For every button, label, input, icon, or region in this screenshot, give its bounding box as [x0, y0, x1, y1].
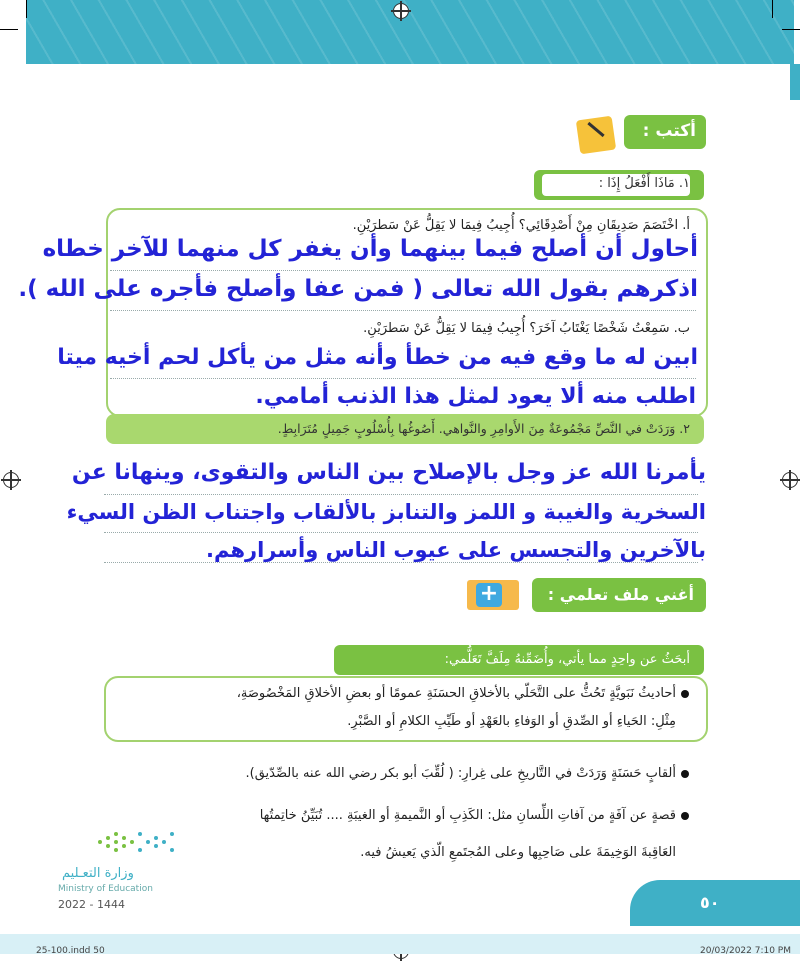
ministry-name-ar: وزارة التعـليم: [62, 866, 134, 881]
registration-mark-icon: [393, 3, 409, 19]
research-item-3-line2: العَاقِبةَ الوَخِيمَةَ على صَاحِبِها وعلى المُجتَمعِ الّذي يَعيشُ فيه.: [360, 845, 676, 860]
research-item-1-line2: مِثْلِ: الحَياءِ أو الصِّدقِ أو الوَفاءِ بالعَهْدِ أو طَيِّبِ الكلامِ أو الصَّبْرِ.: [347, 714, 676, 729]
write-section-header: [624, 115, 706, 149]
answer-line-dotted: [110, 270, 696, 271]
slug-file: 25-100.indd 50: [36, 946, 105, 956]
question-2-header: [106, 414, 704, 444]
bullet-icon: [681, 770, 689, 778]
answer-line-dotted: [104, 562, 698, 563]
write-label: أكتب :: [642, 121, 696, 141]
answer-1b-line2[interactable]: اطلب منه ألا يعود لمثل هذا الذنب أمامي.: [255, 384, 696, 409]
answer-line-dotted: [110, 310, 696, 311]
answer-line-dotted: [104, 532, 698, 533]
question-1b: ب. سَمِعْتُ شَخْصًا يَغْتَابُ آخَرَ؟ أُجِيبُ فِيمَا لا يَقِلُّ عَنْ سَطرَيْنِ.: [363, 321, 690, 336]
pencil-icon: [576, 116, 616, 155]
research-item-1-line1: أحاديثُ نَبَويَّةٍ تَحُثُّ على التَّحَلّي بالأخلاقِ الحسَنَةِ عمومًا أو بعضِ الأخلاقِ المَخْصُوصَةِ،: [236, 686, 676, 701]
answer-2-line2[interactable]: السخرية والغيبة و اللمز والتنابز بالألقاب واجتناب الظن السيء: [66, 500, 706, 524]
answer-line-dotted: [104, 494, 698, 495]
ministry-name-en: Ministry of Education: [58, 884, 153, 894]
registration-mark-icon: [3, 472, 19, 488]
research-title: أبحَثُ عن واحِدٍ مما يأتي، وأُضَمِّنهُ مِلَفَّ تَعَلُّمي:: [444, 652, 690, 667]
enrich-label: أغني ملف تعلمي :: [547, 585, 694, 604]
answer-2-line3[interactable]: بالآخرين والتجسس على عيوب الناس وأسرارهم.: [206, 538, 706, 562]
slug-date: 20/03/2022 7:10 PM: [700, 946, 791, 956]
plus-icon: +: [476, 583, 502, 607]
answer-2-line1[interactable]: يأمرنا الله عز وجل بالإصلاح بين الناس والتقوى، وينهانا عن: [71, 460, 706, 485]
research-item-3-line1: قصةٍ عن آفَةٍ من آفاتِ اللِّسانِ مثل: الكَذِبِ أو النَّميمةِ أو الغيبَةِ .... تُبَيِّنُ خاتِمتُها: [259, 808, 676, 823]
question-1a: أ. اخْتَصَمَ صَدِيقَانِ مِنْ أَصْدِقَائِي؟ أُجِيبُ فِيمَا لا يَقِلُّ عَنْ سَطرَيْنِ.: [352, 218, 690, 233]
crop-mark: [782, 29, 800, 30]
registration-mark-icon: [782, 472, 798, 488]
page-number: ٥٠: [700, 893, 720, 912]
question-2-title: ٢. وَرَدَتْ في النَّصِّ مَجْمُوعَةٌ مِنَ الأَوامِرِ والنَّواهي. أَصُوغُها بِأُسْلُوبٍ جَمِيلٍ مُتَرَابِطٍ.: [277, 421, 690, 436]
answer-1a-line2[interactable]: اذكرهم بقول الله تعالى ( فمن عفا وأصلح فأجره على الله ).: [18, 276, 698, 302]
answer-line-dotted: [110, 378, 696, 379]
question-1-title: ١. مَاذَا أَفْعَلُ إِذَا :: [598, 176, 690, 191]
answer-1a-line1[interactable]: أحاول أن أصلح فيما بينهما وأن يغفر كل منهما للآخر خطاه: [42, 236, 698, 262]
bullet-icon: [681, 690, 689, 698]
answer-1b-line1[interactable]: ابين له ما وقع فيه من خطأ وأنه مثل من يأكل لحم أخيه ميتا: [57, 345, 698, 370]
enrich-section-header: [532, 578, 706, 612]
research-item-2: ألقابٍ حَسَنَةٍ وَرَدَتْ في التَّاريخِ على غِرارِ: ( لُقِّبَ أبو بكر رضي الله عنه بالصِّدّيق).: [245, 766, 676, 781]
crop-mark: [26, 0, 27, 18]
crop-mark: [0, 29, 18, 30]
question-1-header: [534, 170, 704, 200]
banner-edge: [790, 64, 800, 100]
crop-mark: [772, 0, 773, 18]
research-header: [334, 645, 704, 675]
edition-year: 2022 - 1444: [58, 898, 125, 911]
bullet-icon: [681, 812, 689, 820]
slug-strip: [0, 934, 800, 954]
ministry-logo-icon: [98, 826, 188, 860]
